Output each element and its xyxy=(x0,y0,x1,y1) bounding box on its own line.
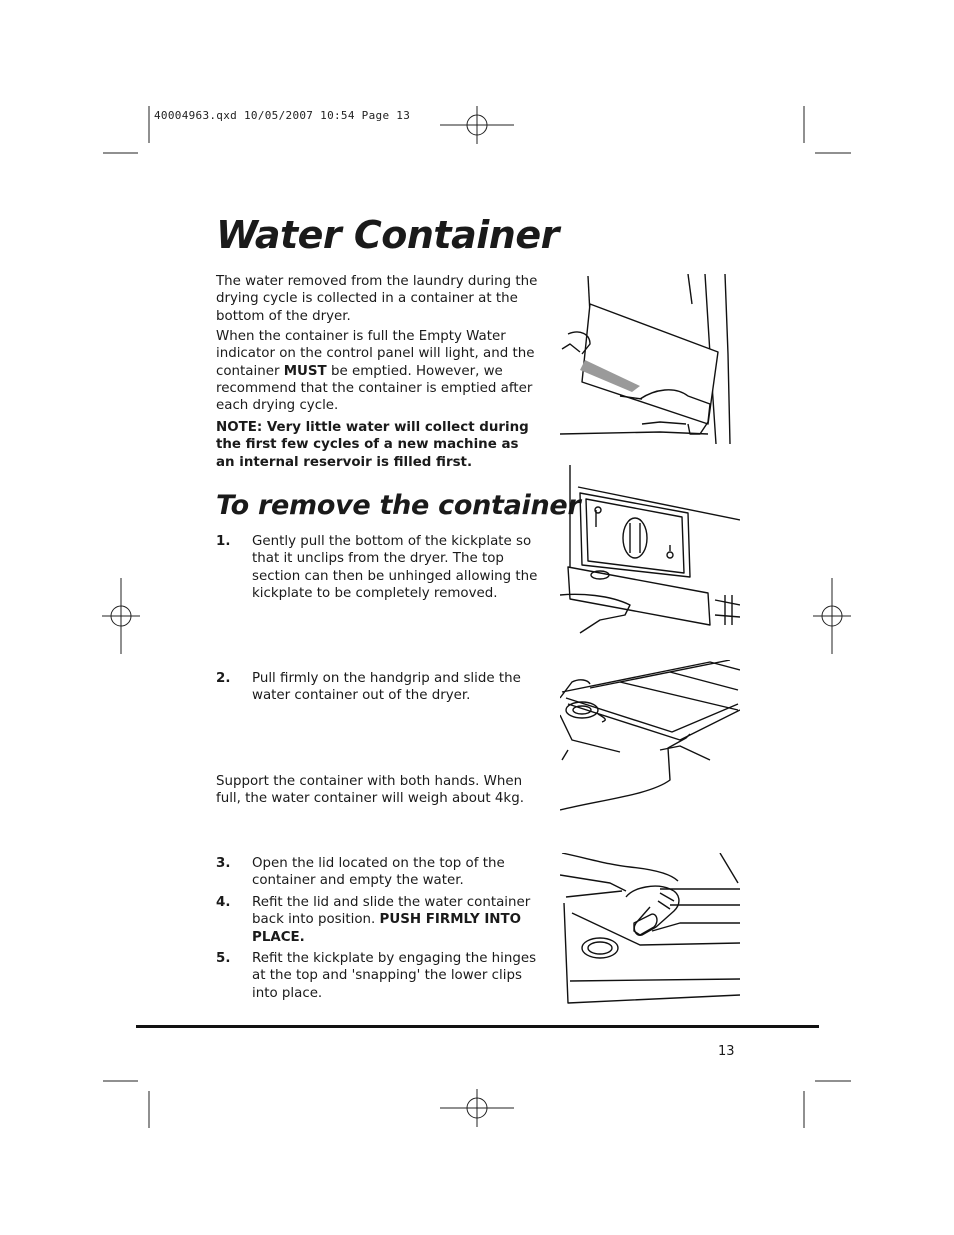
page-title: Water Container xyxy=(216,213,559,257)
footer-rule xyxy=(136,1025,819,1028)
must-emphasis: MUST xyxy=(283,363,327,379)
kickplate-panel-illustration xyxy=(560,465,740,645)
page-number: 13 xyxy=(718,1044,735,1059)
note-paragraph: NOTE: Very little water will collect during the first few cycles of a new machine as an internal reservoir is filled first. xyxy=(216,420,529,470)
intro-paragraph-1: The water removed from the laundry during the drying cycle is collected in a container at the bottom of the dryer. xyxy=(216,274,538,324)
kickplate-removal-illustration xyxy=(560,274,740,454)
step-text: Gently pull the bottom of the kickplate so that it unclips from the dryer. The top section can then be unhinged allowing the kickplate to be completely removed. xyxy=(252,534,538,601)
step-number: 1. xyxy=(216,534,231,549)
step-number: 3. xyxy=(216,856,231,871)
step-number: 4. xyxy=(216,895,231,910)
container-slide-out-illustration xyxy=(560,660,740,820)
step-number: 2. xyxy=(216,671,231,686)
print-slug: 40004963.qxd 10/05/2007 10:54 Page 13 xyxy=(154,109,411,122)
step-text: Refit the lid and slide the water container back into position. PUSH FIRMLY INTO PLACE. xyxy=(252,895,531,945)
step-text: Open the lid located on the top of the container and empty the water. xyxy=(252,856,505,889)
step-text: Pull firmly on the handgrip and slide the water container out of the dryer. xyxy=(252,671,521,704)
container-lid-illustration xyxy=(560,853,740,1008)
step-number: 5. xyxy=(216,951,231,966)
support-paragraph: Support the container with both hands. When full, the water container will weigh about 4kg. xyxy=(216,774,524,807)
intro-paragraph-2: When the container is full the Empty Water indicator on the control panel will light, and the container MUST be emptied. However, we recommend that the container is emptied after each drying cycle. xyxy=(216,329,535,414)
step-text: Refit the kickplate by engaging the hinges at the top and 'snapping' the lower clips into place. xyxy=(252,951,537,1001)
section-title: To remove the container xyxy=(216,490,581,521)
